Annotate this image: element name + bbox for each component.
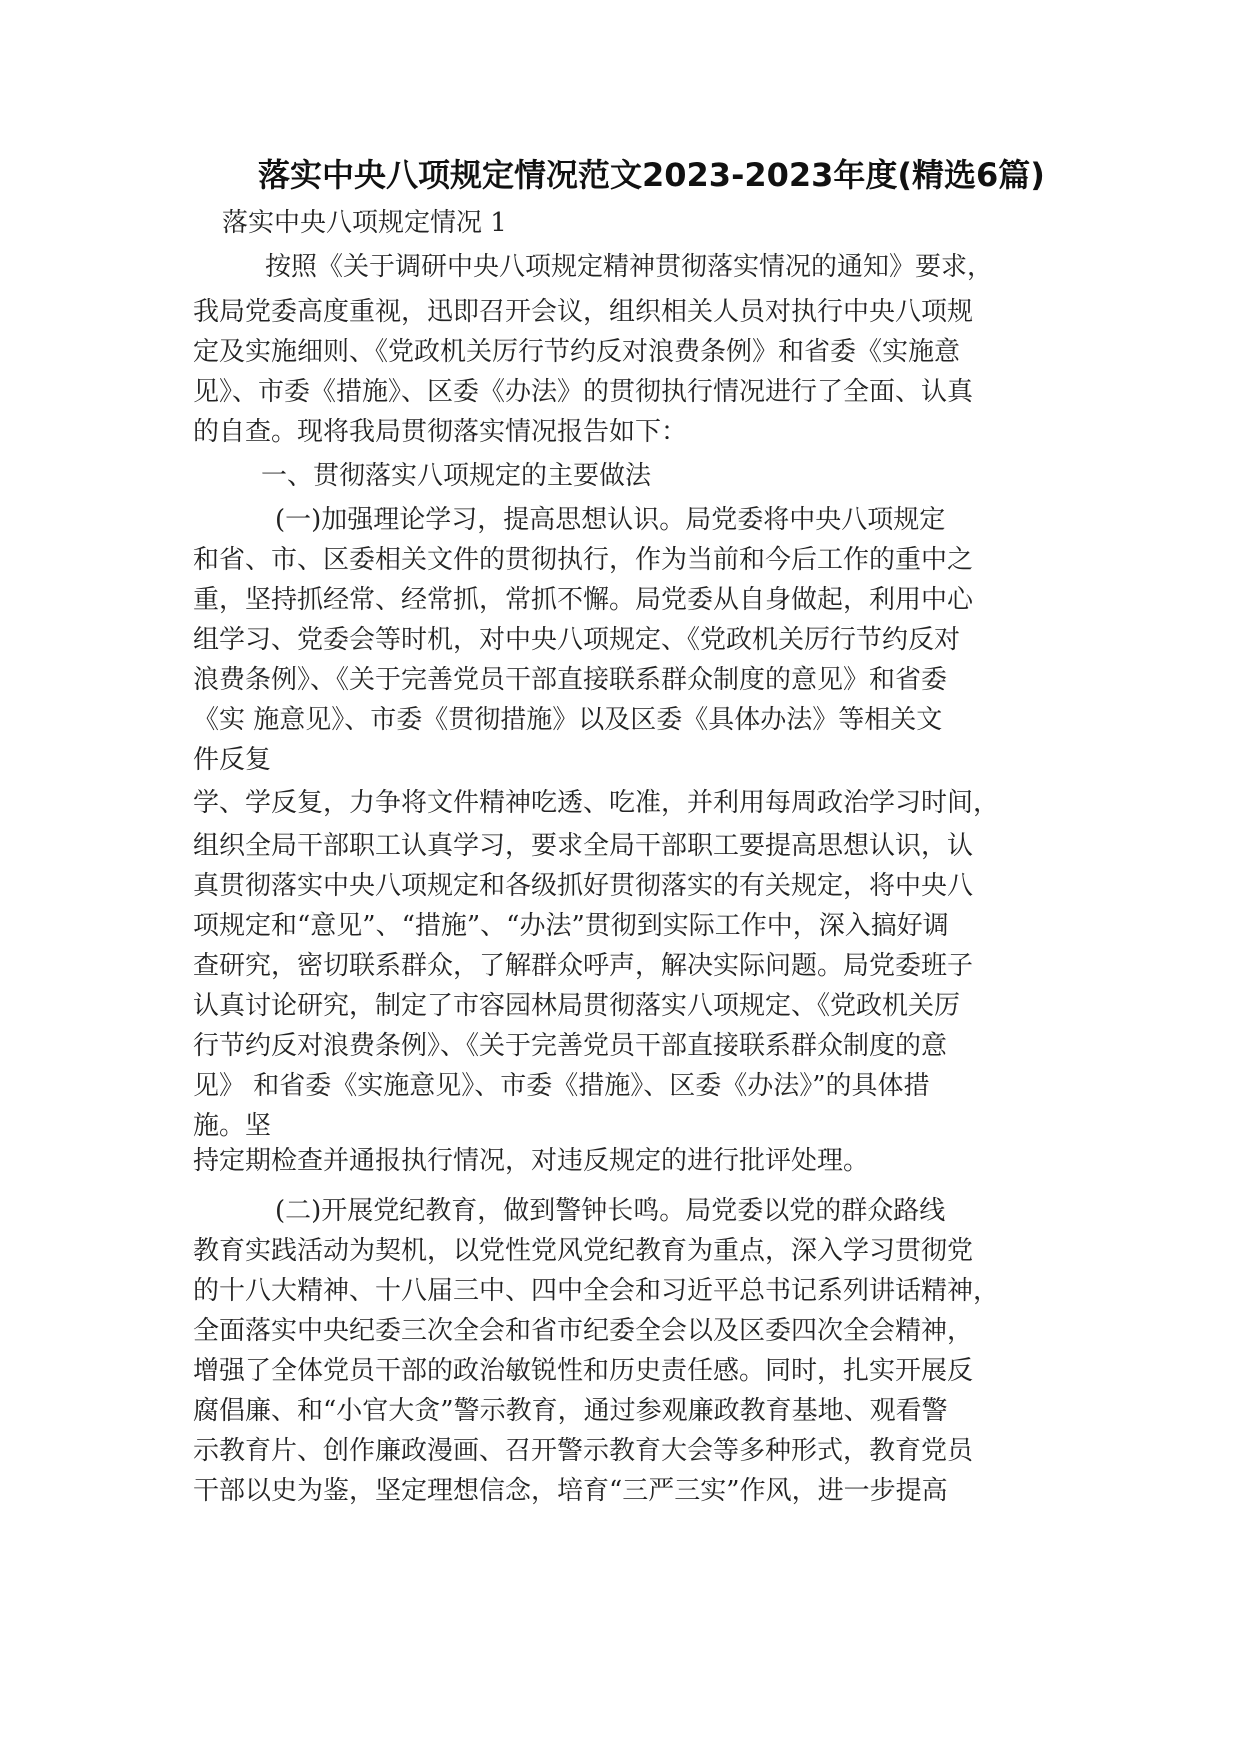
paragraph-line: 教育实践活动为契机，以党性党风党纪教育为重点，深入学习贯彻党 [193, 1236, 974, 1266]
paragraph-line: 和省、市、区委相关文件的贯彻执行，作为当前和今后工作的重中之 [193, 545, 974, 575]
paragraph-line: 增强了全体党员干部的政治敏锐性和历史责任感。同时，扎实开展反 [193, 1356, 974, 1386]
paragraph-line: 行节约反对浪费条例》、《关于完善党员干部直接联系群众制度的意 [193, 1031, 948, 1061]
section-heading: 一、贯彻落实八项规定的主要做法 [261, 461, 652, 491]
paragraph-line: 件反复 [193, 745, 272, 775]
paragraph-line: 按照《关于调研中央八项规定精神贯彻落实情况的通知》要求， [265, 252, 994, 282]
paragraph-line: 重，坚持抓经常、经常抓，常抓不懈。局党委从自身做起，利用中心 [193, 585, 974, 615]
paragraph-line: 查研究，密切联系群众，了解群众呼声，解决实际问题。局党委班子 [193, 951, 974, 981]
paragraph-line: 定及实施细则、《党政机关厉行节约反对浪费条例》和省委《实施意 [193, 337, 961, 367]
paragraph-line: 的自查。现将我局贯彻落实情况报告如下： [193, 417, 688, 447]
paragraph-line: 示教育片、创作廉政漫画、召开警示教育大会等多种形式，教育党员 [193, 1436, 974, 1466]
paragraph-line: 认真讨论研究，制定了市容园林局贯彻落实八项规定、《党政机关厉 [193, 991, 961, 1021]
paragraph-line: 我局党委高度重视，迅即召开会议，组织相关人员对执行中央八项规 [193, 297, 974, 327]
paragraph-line: 腐倡廉、和“小官大贪”警示教育，通过参观廉政教育基地、观看警 [193, 1396, 948, 1426]
paragraph-line: (二)开展党纪教育，做到警钟长鸣。局党委以党的群众路线 [275, 1196, 946, 1226]
paragraph-line: 的十八大精神、十八届三中、四中全会和习近平总书记系列讲话精神， [193, 1276, 1000, 1306]
paragraph-line: 见》 和省委《实施意见》、市委《措施》、区委《办法》”的具体措 [193, 1071, 930, 1101]
paragraph-line: 施。坚 [193, 1111, 272, 1141]
paragraph-line: 项规定和“意见”、“措施”、“办法”贯彻到实际工作中，深入搞好调 [193, 911, 949, 941]
paragraph-line: 干部以史为鉴，坚定理想信念，培育“三严三实”作风，进一步提高 [193, 1476, 948, 1506]
paragraph-line: 真贯彻落实中央八项规定和各级抓好贯彻落实的有关规定，将中央八 [193, 871, 974, 901]
paragraph-line: 全面落实中央纪委三次全会和省市纪委全会以及区委四次全会精神， [193, 1316, 974, 1346]
paragraph-line: 组织全局干部职工认真学习，要求全局干部职工要提高思想认识，认 [193, 831, 974, 861]
paragraph-line: 《实 施意见》、市委《贯彻措施》以及区委《具体办法》等相关文 [193, 705, 943, 735]
section-subtitle: 落实中央八项规定情况 1 [222, 208, 507, 238]
paragraph-line: 持定期检查并通报执行情况，对违反规定的进行批评处理。 [193, 1146, 870, 1176]
document-title: 落实中央八项规定情况范文2023-2023年度(精选6篇) [258, 156, 1045, 194]
paragraph-line: 浪费条例》、《关于完善党员干部直接联系群众制度的意见》和省委 [193, 665, 948, 695]
paragraph-line: (一)加强理论学习，提高思想认识。局党委将中央八项规定 [275, 505, 946, 535]
paragraph-line: 组学习、党委会等时机，对中央八项规定、《党政机关厉行节约反对 [193, 625, 961, 655]
paragraph-line: 学、学反复，力争将文件精神吃透、吃准，并利用每周政治学习时间， [193, 788, 1000, 818]
paragraph-line: 见》、市委《措施》、区委《办法》的贯彻执行情况进行了全面、认真 [193, 377, 974, 407]
